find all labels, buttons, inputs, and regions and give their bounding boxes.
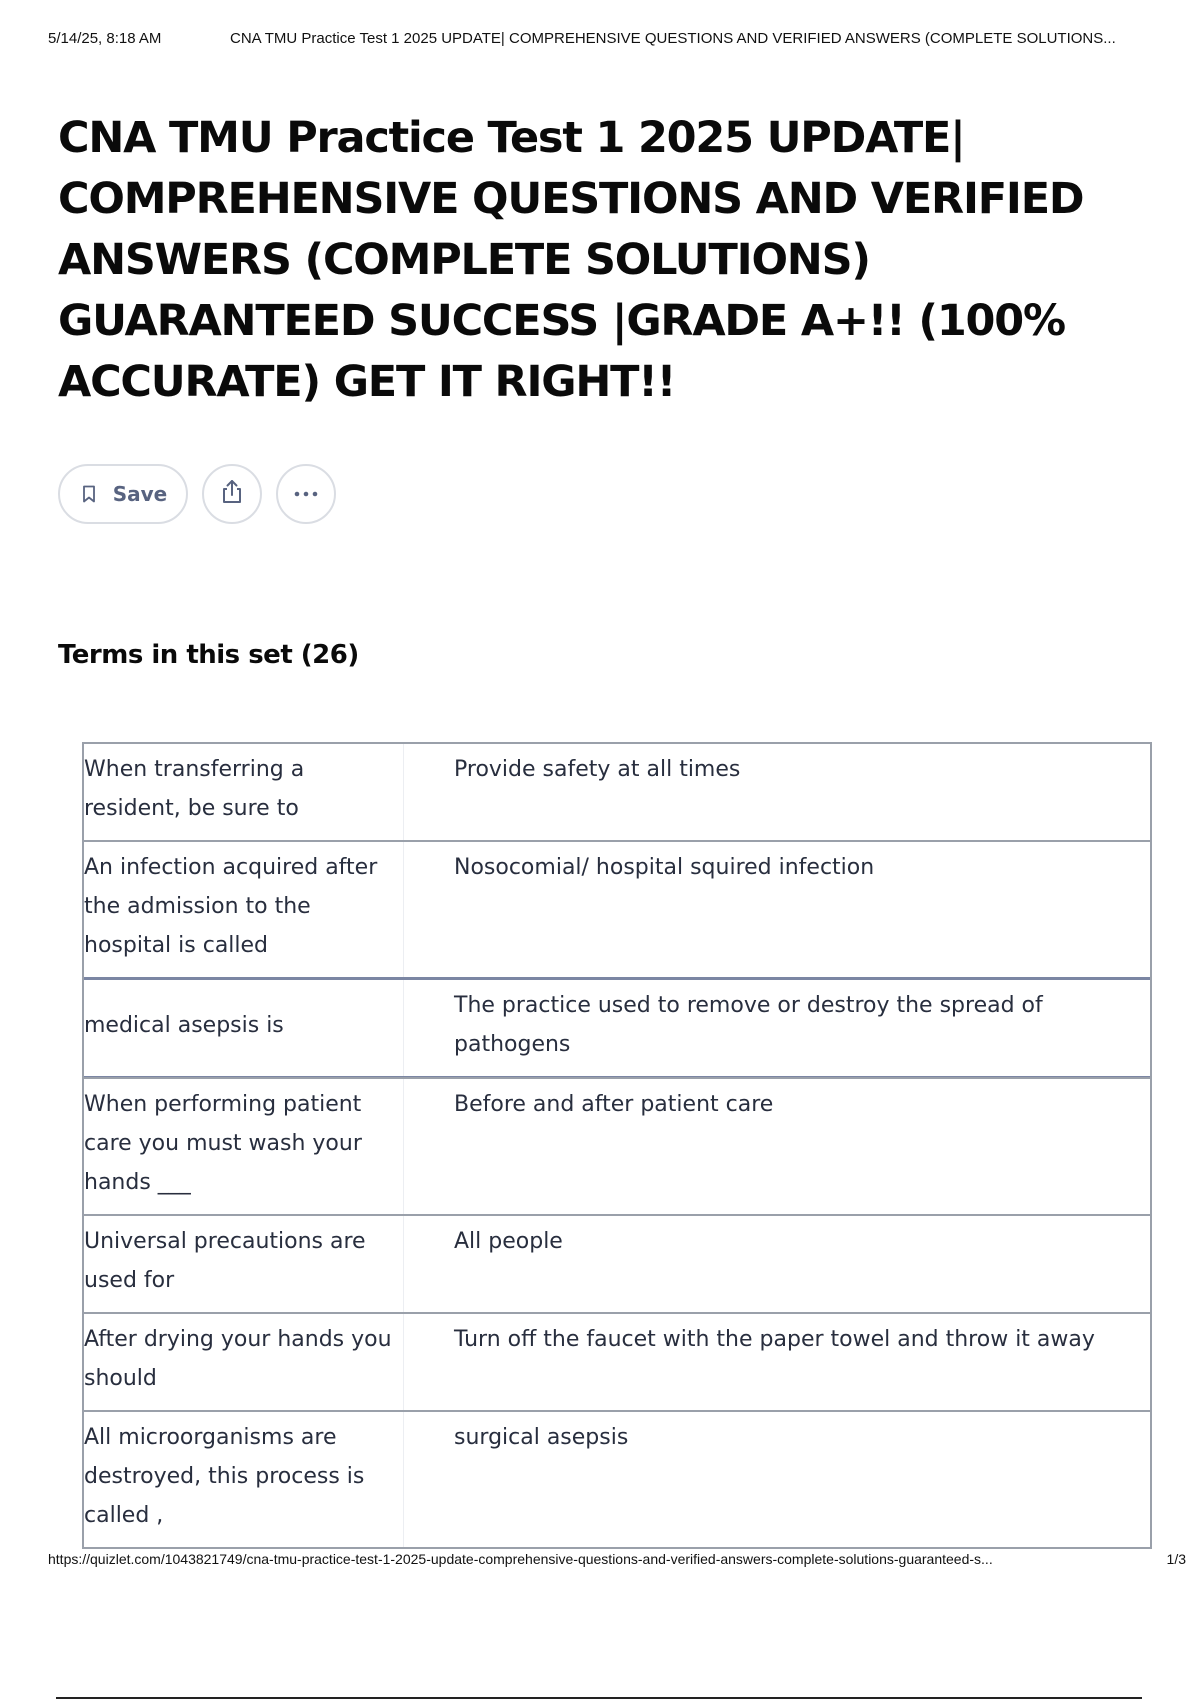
page-title: CNA TMU Practice Test 1 2025 UPDATE| COMPREHENSIVE QUESTIONS AND VERIFIED ANSWERS (COMPLETE SOLUTIONS) GUARANTEED SUCCESS |GRADE A+!! (100% ACCURATE) GET IT RIGHT!! <box>58 113 1084 407</box>
save-button-label: Save <box>112 482 168 506</box>
definition-text: Turn off the faucet with the paper towel and throw it away <box>454 1327 1095 1352</box>
share-icon <box>218 478 246 511</box>
print-header <box>48 30 1186 52</box>
share-button[interactable] <box>202 464 262 524</box>
term-row <box>84 744 1150 840</box>
definition-text: All people <box>454 1229 563 1254</box>
print-footer <box>48 1551 1186 1571</box>
definition-text: surgical asepsis <box>454 1425 629 1450</box>
term-text: An infection acquired after the admission to the hospital is called <box>84 842 404 977</box>
term-text: When transferring a resident, be sure to <box>84 744 404 840</box>
term-row <box>84 1410 1150 1547</box>
term-text: Universal precautions are used for <box>84 1216 404 1312</box>
definition-text: Before and after patient care <box>454 1092 774 1117</box>
definition-text: The practice used to remove or destroy the spread of pathogens <box>454 993 1043 1057</box>
print-page-number: 1/3 <box>1166 1551 1186 1567</box>
print-datetime: 5/14/25, 8:18 AM <box>48 30 162 47</box>
term-row <box>84 1214 1150 1312</box>
term-text: All microorganisms are destroyed, this process is called , <box>84 1412 404 1547</box>
term-row <box>84 1077 1150 1214</box>
terms-section-title: Terms in this set (26) <box>58 640 359 670</box>
more-icon <box>292 485 320 503</box>
definition-text: Provide safety at all times <box>454 757 741 782</box>
term-text: After drying your hands you should <box>84 1314 404 1410</box>
divider <box>56 1697 1142 1699</box>
print-url: https://quizlet.com/1043821749/cna-tmu-practice-test-1-2025-update-comprehensive-questions-and-verified-answers-complete-solutions-guaranteed-s... <box>48 1551 993 1567</box>
bookmark-icon <box>79 484 99 504</box>
term-text: When performing patient care you must wash your hands ___ <box>84 1079 404 1214</box>
terms-table <box>82 742 1152 1549</box>
definition-text: Nosocomial/ hospital squired infection <box>454 855 875 880</box>
action-bar <box>58 464 336 524</box>
term-text: medical asepsis is <box>84 980 404 1076</box>
print-document-title: CNA TMU Practice Test 1 2025 UPDATE| COMPREHENSIVE QUESTIONS AND VERIFIED ANSWERS (COMPLETE SOLUTIONS... <box>230 30 1116 47</box>
more-options-button[interactable] <box>276 464 336 524</box>
term-row <box>84 840 1150 977</box>
term-row <box>84 977 1150 1077</box>
term-row <box>84 1312 1150 1410</box>
save-button[interactable] <box>58 464 188 524</box>
